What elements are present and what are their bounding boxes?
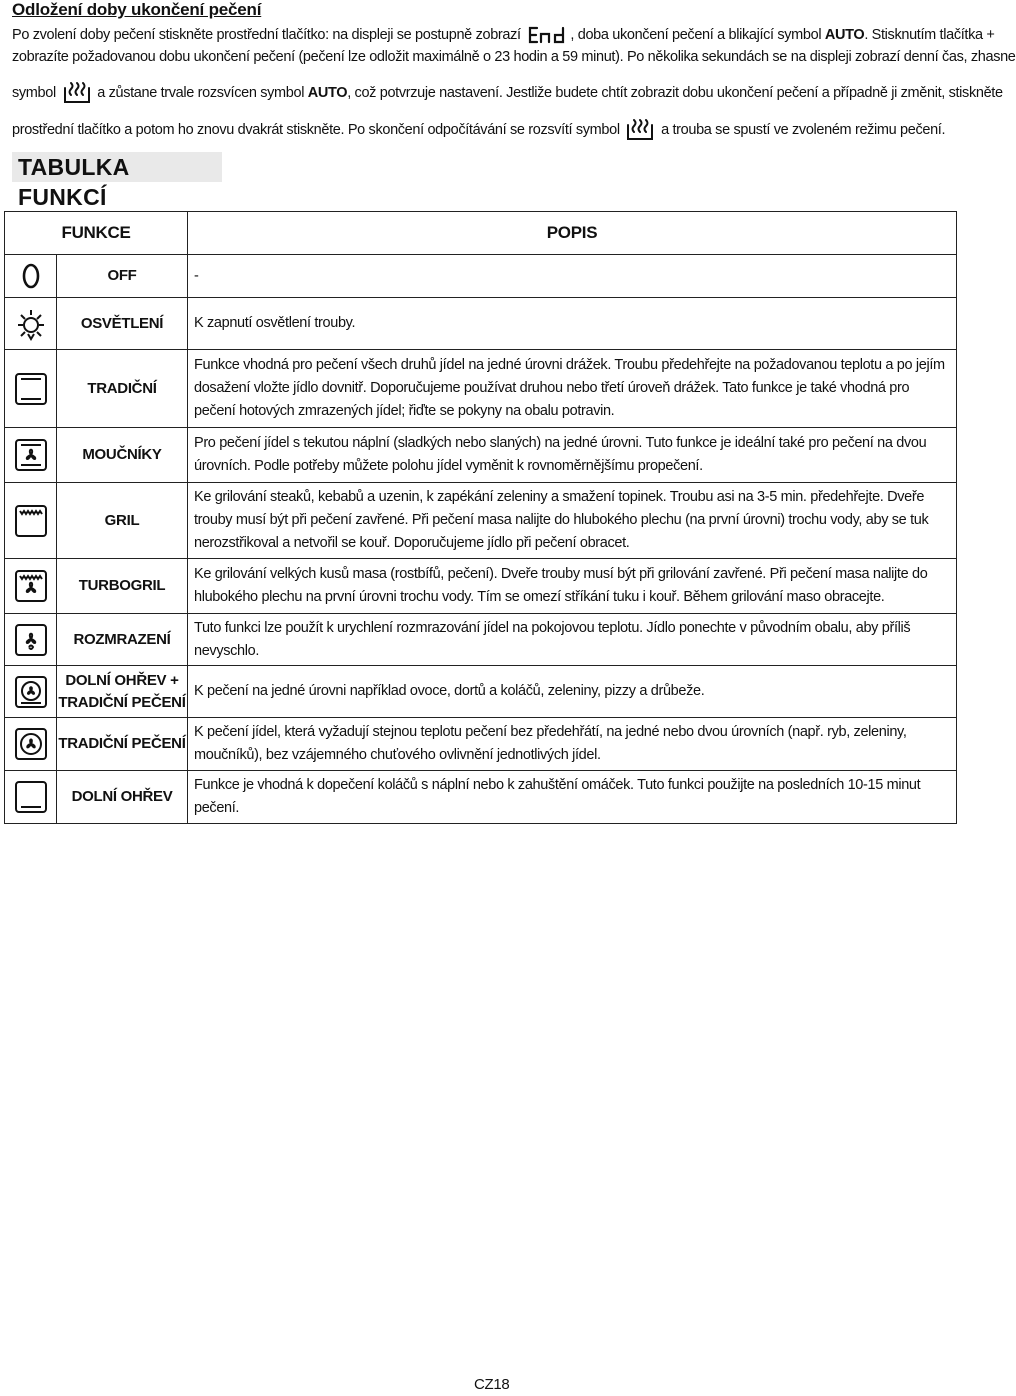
defrost-icon <box>13 622 49 658</box>
table-row <box>5 428 957 483</box>
table-row <box>5 559 957 614</box>
turbo-grill-icon <box>13 568 49 604</box>
header-description: POPIS <box>188 212 957 255</box>
grill-icon <box>13 503 49 539</box>
function-description: Pro pečení jídel s tekutou náplní (sladkých nebo slaných) na jedné úrovni. Tuto funkce je ideální také pro pečení na dvou úrovních. Podle potřeby můžete polohu jídel vyměnit k rovnoměrnějšímu propečení. <box>188 428 957 483</box>
function-name: DOLNÍ OHŘEV <box>57 771 188 824</box>
intro-line-3 <box>12 80 1003 106</box>
intro-text: symbol <box>12 84 56 101</box>
pastry-fan-icon <box>13 437 49 473</box>
table-row <box>5 298 957 350</box>
off-icon <box>13 258 49 294</box>
intro-text: , doba ukončení pečení a blikající symbol <box>570 27 822 43</box>
function-name: TRADIČNÍ <box>57 350 188 428</box>
function-name: ROZMRAZENÍ <box>57 614 188 666</box>
function-description: K pečení jídel, která vyžadují stejnou teplotu pečení bez předehřátí, na jedné nebo dvou úrovních (např. ryb, zeleniny, moučníků), bez vzájemného chuťového ovlivnění jednotlivých jídel. <box>188 718 957 771</box>
bottom-heat-fan-icon <box>13 674 49 710</box>
function-name: DOLNÍ OHŘEV + TRADIČNÍ PEČENÍ <box>57 666 188 718</box>
functions-table <box>4 211 957 824</box>
light-bulb-icon <box>13 306 49 342</box>
section-title: Odložení doby ukončení pečení <box>12 0 262 19</box>
intro-text: Po zvolení doby pečení stiskněte prostřední tlačítko: na displeji se postupně zobrazí <box>12 27 521 43</box>
function-description: Ke grilování steaků, kebabů a uzenin, k zapékání zeleniny a smažení topinek. Troubu asi na 3-5 min. předehřejte. Dveře trouby musí být při pečení zavřené. Při pečení masa nalijte do hlubokého plechu (na první úrovni) trochu vody, aby se tuk nerozstřikoval a netvořil se kouř. Doporučujeme jídlo při pečení obracet. <box>188 483 957 559</box>
function-description: Funkce vhodná pro pečení všech druhů jídel na jedné úrovni drážek. Troubu předehřejte na požadovanou teplotu a po jejím dosažení vložte jídlo dovnitř. Doporučujeme používat druhou nebo třetí úroveň drážek. Tato funkce je také vhodná pro pečení hotových zmrazených jídel; řiďte se pokyny na obalu potravin. <box>188 350 957 428</box>
intro-text: , což potvrzuje nastavení. Jestliže budete chtít zobrazit dobu ukončení pečení a případně ji změnit, stiskněte <box>347 84 1003 101</box>
intro-line-1 <box>12 25 995 45</box>
intro-text: a zůstane trvale rozsvícen symbol <box>97 84 305 101</box>
conventional-oven-icon <box>13 371 49 407</box>
auto-symbol-text: AUTO <box>824 27 865 43</box>
page-number: CZ18 <box>474 1376 510 1393</box>
intro-text: prostřední tlačítko a potom ho znovu dvakrát stiskněte. Po skončení odpočítávání se rozsvítí symbol <box>12 121 620 138</box>
intro-line-2: zobrazíte požadovanou dobu ukončení pečení (pečení lze odložit maximálně o 23 hodin a 59 minut). Po několika sekundách se na displeji zobrazí denní čas, zhasne <box>12 49 1016 65</box>
header-function: FUNKCE <box>5 212 188 255</box>
auto-symbol-text: AUTO <box>307 84 348 101</box>
table-row <box>5 771 957 824</box>
function-name: OFF <box>57 255 188 298</box>
table-row <box>5 483 957 559</box>
function-name: GRIL <box>57 483 188 559</box>
table-row <box>5 350 957 428</box>
intro-text: a trouba se spustí ve zvoleném režimu pečení. <box>661 121 946 138</box>
function-name: TURBOGRIL <box>57 559 188 614</box>
bottom-heat-icon <box>13 779 49 815</box>
function-description: Ke grilování velkých kusů masa (rostbífů, pečení). Dveře trouby musí být při grilování zavřené. Při pečení masa nalijte do hlubokého plechu na první úrovni trochu vody. Tím se omezí stříkání tuku i kouř. Během grilování maso obracejte. <box>188 559 957 614</box>
intro-text: . Stisknutím tlačítka + <box>864 27 995 43</box>
table-header-row <box>5 212 957 255</box>
function-description: K pečení na jedné úrovni například ovoce, dortů a koláčů, zeleniny, pizzy a drůbeže. <box>188 666 957 718</box>
table-row <box>5 666 957 718</box>
table-row <box>5 718 957 771</box>
fan-forced-icon <box>13 726 49 762</box>
cooking-heat-icon <box>626 117 654 143</box>
end-display-icon <box>527 26 567 44</box>
function-name: OSVĚTLENÍ <box>57 298 188 350</box>
table-row <box>5 255 957 298</box>
table-row <box>5 614 957 666</box>
intro-line-4 <box>12 117 952 143</box>
table-title: TABULKA FUNKCÍ <box>12 152 222 182</box>
cooking-heat-icon <box>63 80 91 106</box>
function-name: TRADIČNÍ PEČENÍ <box>57 718 188 771</box>
function-description: Funkce je vhodná k dopečení koláčů s náplní nebo k zahuštění omáček. Tuto funkci použijte na posledních 10-15 minut pečení. <box>188 771 957 824</box>
function-description: Tuto funkci lze použít k urychlení rozmrazování jídel na pokojovou teplotu. Jídlo ponechte v původním obalu, aby příliš nevyschlo. <box>188 614 957 666</box>
function-name: MOUČNÍKY <box>57 428 188 483</box>
function-description: - <box>188 255 957 298</box>
function-description: K zapnutí osvětlení trouby. <box>188 298 957 350</box>
